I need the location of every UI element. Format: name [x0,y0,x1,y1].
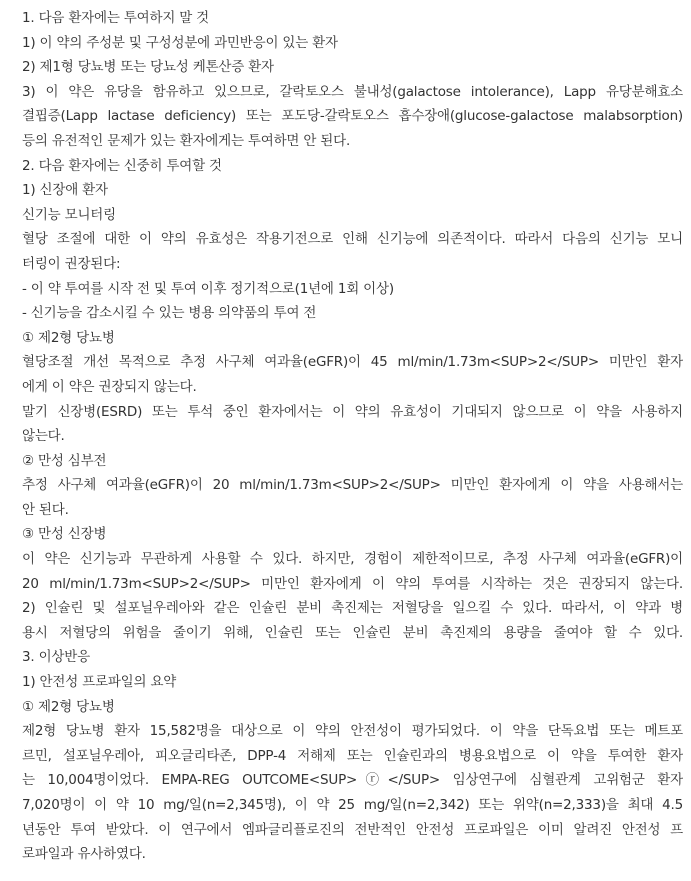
text-line: 에게 이 약은 권장되지 않는다. [22,378,197,395]
text-line: 제2형 당뇨병 환자 15,582명을 대상으로 이 약의 안전성이 평가되었다. 이 약을 단독요법 또는 메트포 [22,723,683,740]
text-line: 혈당 조절에 대한 이 약의 유효성은 작용기전으로 인해 신기능에 의존적이다. 따라서 다음의 신기능 모니 [22,231,683,248]
text-line: 로파일과 유사하였다. [22,846,146,863]
text-line: 3) 이 약은 유당을 함유하고 있으므로, 갈락토오스 불내성(galactose intolerance), Lapp 유당분해효소 [22,83,683,100]
text-line: 안 된다. [22,501,69,518]
text-line: 용시 저혈당의 위험을 줄이기 위해, 인슐린 또는 인슐린 분비 촉진제의 용량을 줄여야 할 수 있다. [22,624,683,641]
text-line: 터링이 권장된다: [22,255,121,272]
text-line: 1) 안전성 프로파일의 요약 [22,674,177,691]
text-line: 않는다. [22,428,65,445]
text-line: 20 ml/min/1.73m<SUP>2</SUP> 미만인 환자에게 이 약의 투여를 시작하는 것은 권장되지 않는다. [22,575,683,592]
text-line: 등의 유전적인 문제가 있는 환자에게는 투여하면 안 된다. [22,132,351,149]
text-line: 는 10,004명이었다. EMPA-REG OUTCOME<SUP>ⓡ</SUP> 임상연구에 심혈관계 고위험군 환자 [22,772,683,789]
text-line: - 이 약 투여를 시작 전 및 투여 이후 정기적으로(1년에 1회 이상) [22,280,394,297]
text-line: ① 제2형 당뇨병 [22,698,115,715]
text-line: 1. 다음 환자에는 투여하지 말 것 [22,10,210,26]
text-line: 2) 제1형 당뇨병 또는 당뇨성 케톤산증 환자 [22,59,274,76]
text-line: 3. 이상반응 [22,649,90,666]
text-line: ③ 만성 신장병 [22,526,107,543]
text-line: 추정 사구체 여과율(eGFR)이 20 ml/min/1.73m<SUP>2</SUP> 미만인 환자에게 이 약을 사용해서는 [22,477,683,494]
text-line: ② 만성 심부전 [22,452,107,469]
text-line: 혈당조절 개선 목적으로 추정 사구체 여과율(eGFR)이 45 ml/min/1.73m<SUP>2</SUP> 미만인 환자 [22,354,683,371]
text-line: 말기 신장병(ESRD) 또는 투석 중인 환자에서는 이 약의 유효성이 기대되지 않으므로 이 약을 사용하지 [22,403,683,420]
text-line: ① 제2형 당뇨병 [22,329,115,346]
text-line: 신기능 모니터링 [22,206,116,223]
text-line: - 신기능을 감소시킬 수 있는 병용 의약품의 투여 전 [22,305,317,322]
text-line: 1) 이 약의 주성분 및 구성성분에 과민반응이 있는 환자 [22,34,338,51]
text-line: 1) 신장애 환자 [22,182,108,199]
text-line: 르민, 설포닐우레아, 피오글리타존, DPP-4 저해제 또는 인슐린과의 병용요법으로 이 약을 투여한 환자 [22,747,683,764]
text-line: 7,020명이 이 약 10 mg/일(n=2,345명), 이 약 25 mg/일(n=2,342) 또는 위약(n=2,333)을 최대 4.5 [22,797,683,813]
text-line: 2) 인슐린 및 설포닐우레아와 같은 인슐린 분비 촉진제는 저혈당을 일으킬 수 있다. 따라서, 이 약과 병 [22,600,683,617]
text-line: 년동안 투여 받았다. 이 연구에서 엠파글리플로진의 전반적인 안전성 프로파일은 이미 알려진 안전성 프 [22,821,683,838]
text-line: 2. 다음 환자에는 신중히 투여할 것 [22,157,222,174]
text-line: 결핍증(Lapp lactase deficiency) 또는 포도당-갈락토오스 흡수장애(glucose-galactose malabsorption) [22,108,683,125]
text-line: 이 약은 신기능과 무관하게 사용할 수 있다. 하지만, 경험이 제한적이므로, 추정 사구체 여과율(eGFR)이 [22,551,683,568]
